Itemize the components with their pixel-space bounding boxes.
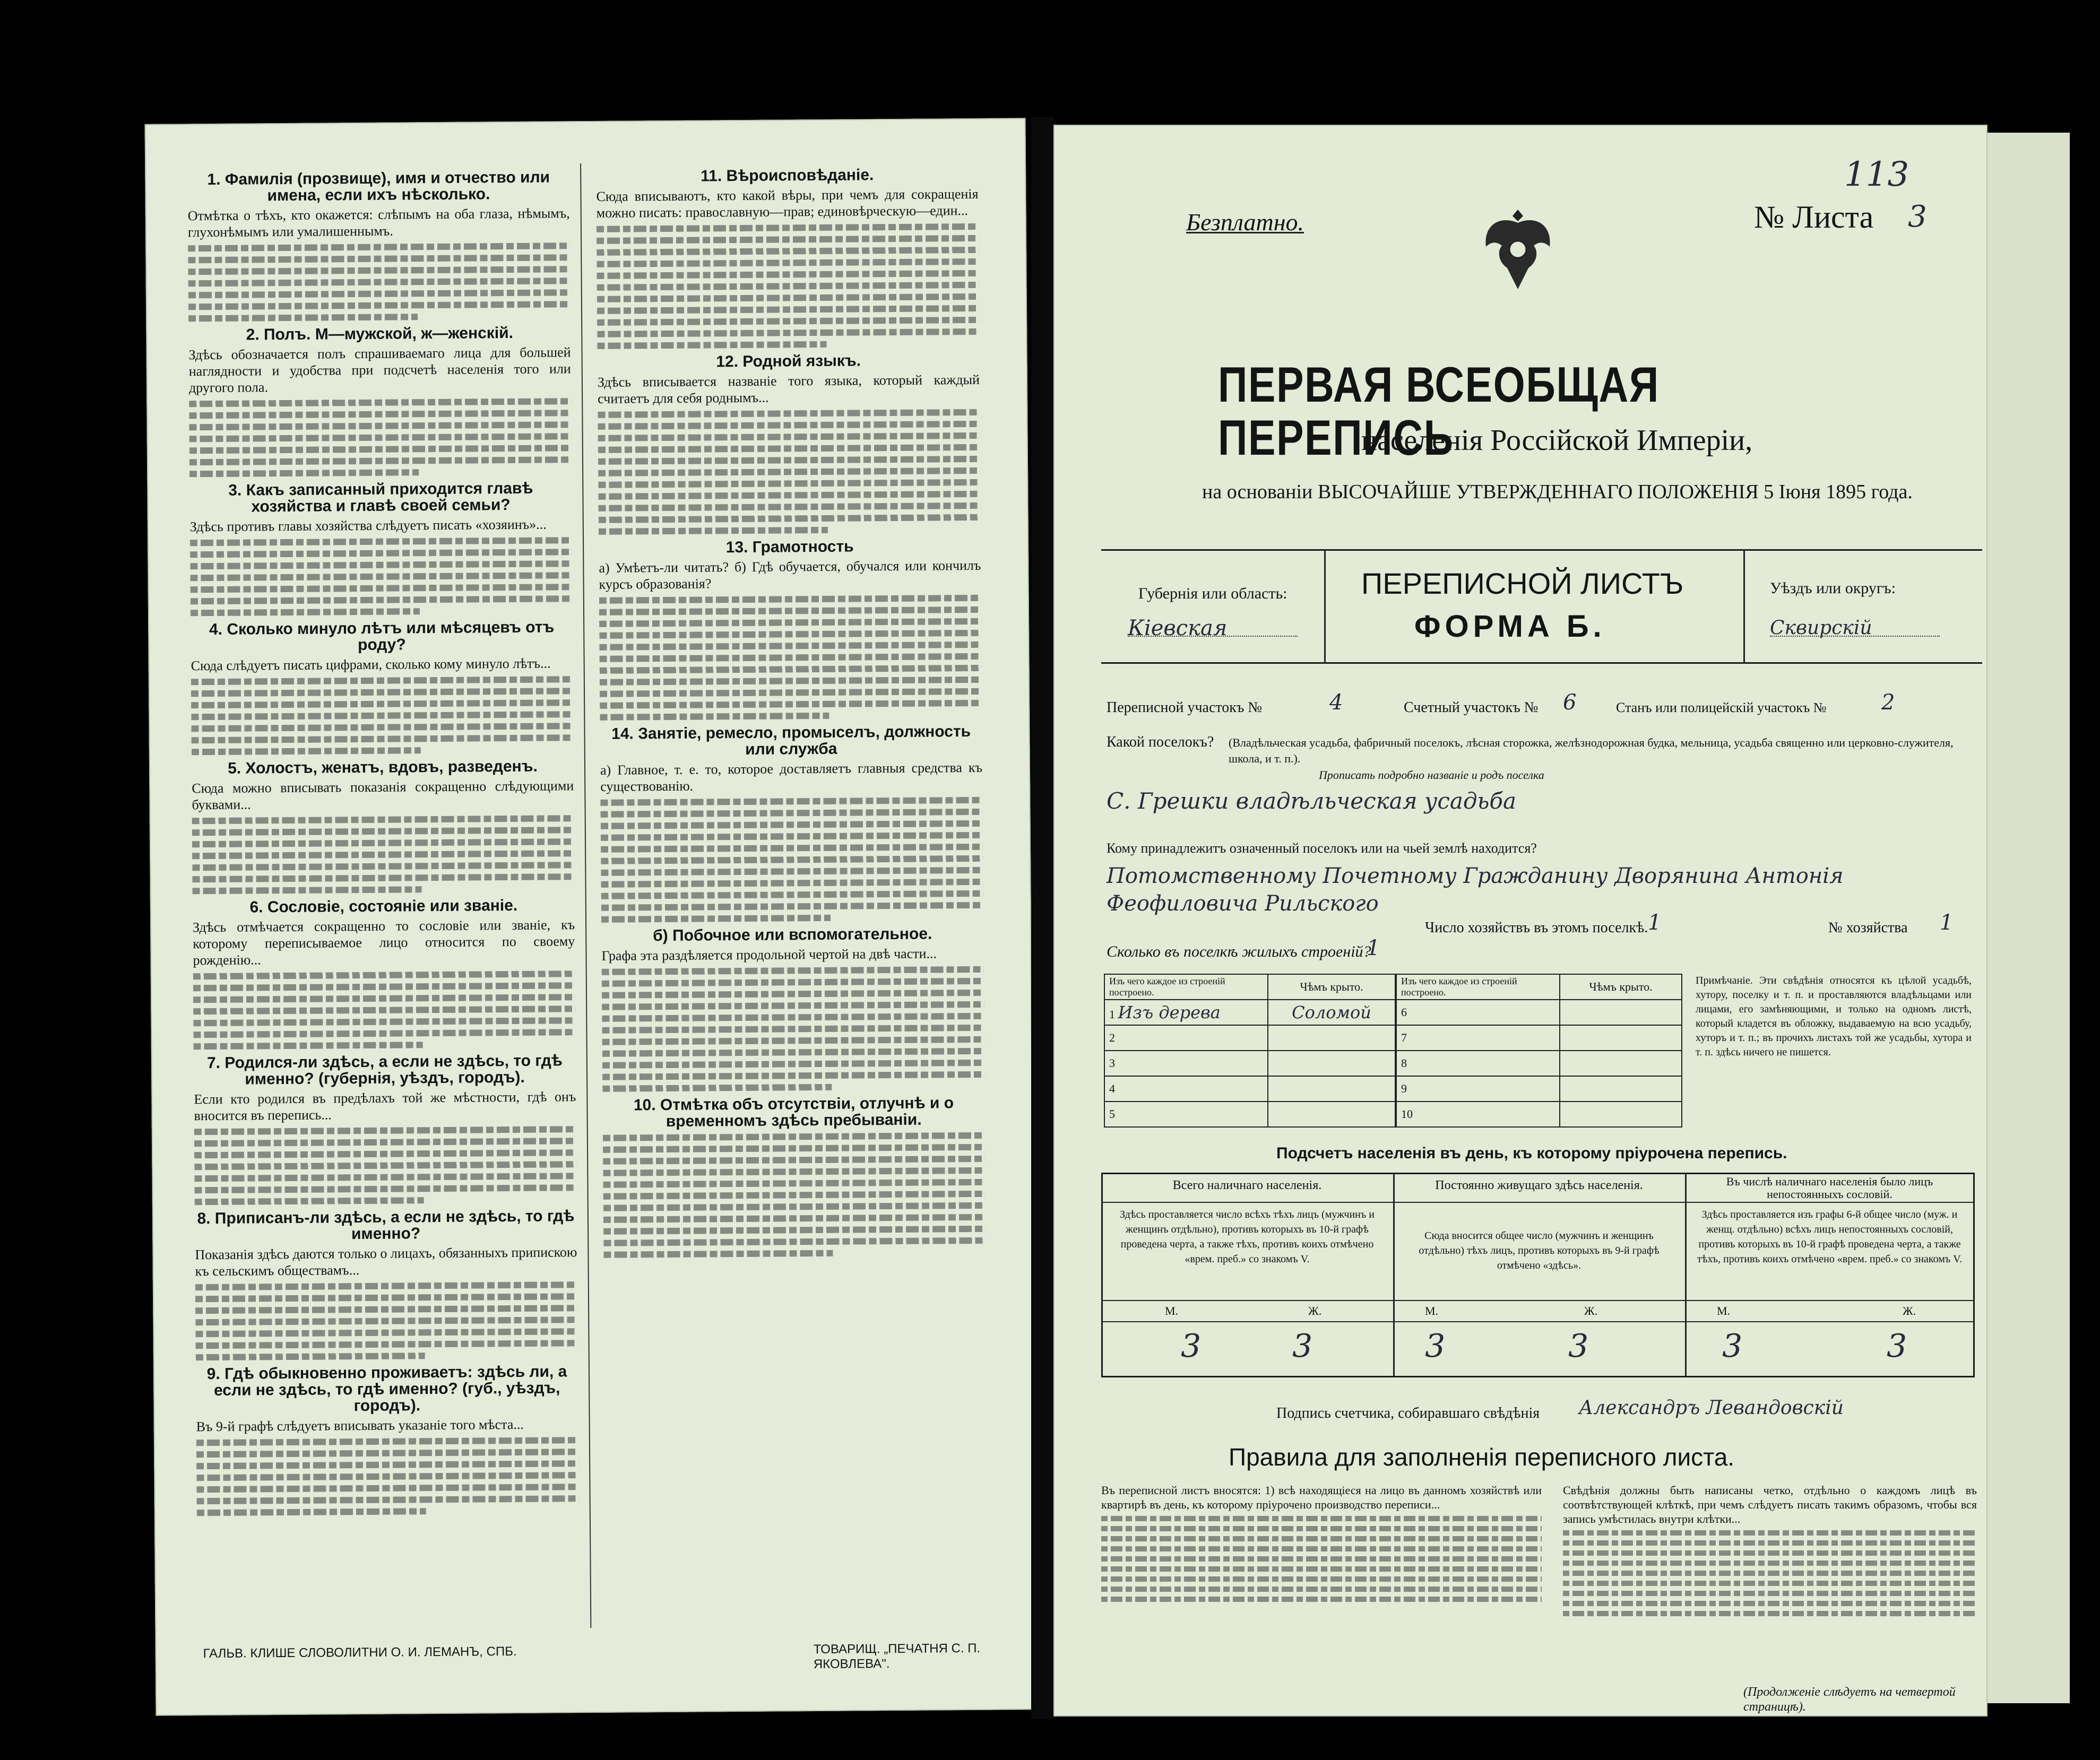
text-line-placeholder <box>192 873 574 882</box>
text-line-placeholder <box>189 410 571 419</box>
section-heading: 3. Какъ записанный приходится главѣ хозяйства и главѣ своей семьи? <box>228 479 533 516</box>
text-line-placeholder <box>1563 1560 1977 1566</box>
footer-left: ГАЛЬВ. КЛИШЕ СЛОВОЛИТНИ О. И. ЛЕМАНЪ, СПБ. <box>203 1644 517 1661</box>
text-line-placeholder <box>1101 1576 1542 1582</box>
zh-label-1: Ж. <box>1308 1304 1322 1317</box>
bt-row-4: 4 <box>1104 1076 1268 1102</box>
bt-roof-1: Соломой <box>1268 1000 1395 1025</box>
text-line-placeholder <box>1563 1611 1977 1616</box>
section-heading: 2. Полъ. М—мужской, ж—женскій. <box>246 324 514 344</box>
bt2-header-material: Изъ чего каждое из строеній построено. <box>1396 974 1560 1000</box>
count-rule <box>1101 1300 1975 1301</box>
text-line-placeholder <box>195 1293 577 1302</box>
build-label: Сколько въ поселкѣ жилыхъ строеній? <box>1107 943 1371 960</box>
count-col3-text: Здѣсь проставляется изъ графы 6-й общее число (муж. и женщ. отдѣльно) всѣхъ лицъ непостоянныхъ сословій, противъ которыхъ въ 10-й графѣ проведена черта, а также тѣхъ, противъ коихъ отмѣчено «врем. преб.» со знакомъ V. <box>1697 1209 1963 1265</box>
text-line-placeholder <box>599 606 981 615</box>
uezd-value: Сквирскій <box>1770 621 1940 637</box>
sheet-number-label: № Листа <box>1754 200 1874 235</box>
text-line-placeholder <box>597 223 979 232</box>
section-text: Въ 9-й графѣ слѣдуетъ вписывать указаніе того мѣста... <box>196 1416 524 1435</box>
hh-no-value: 1 <box>1940 911 1954 935</box>
text-line-placeholder <box>197 1508 426 1516</box>
count-rule <box>1101 1202 1975 1203</box>
text-line-placeholder <box>601 844 983 853</box>
count-col1-text: Здѣсь проставляется число всѣхъ тѣхъ лицъ (мужчинъ и женщинъ отдѣльно), противъ которыхъ въ 10-й графѣ проведена черта, а также тѣхъ, противъ коихъ отмѣчено «врем. преб.» со знакомъ V. <box>1120 1209 1375 1265</box>
text-line-placeholder <box>1563 1591 1977 1596</box>
hh-count-label: Число хозяйствъ въ этомъ поселкѣ. <box>1425 920 1648 936</box>
zh-label-3: Ж. <box>1903 1304 1916 1317</box>
text-line-placeholder <box>603 1202 986 1211</box>
text-line-placeholder <box>600 700 982 709</box>
rules-continued: (Продолженіе слѣдуетъ на четвертой страницѣ). <box>1743 1685 1956 1714</box>
bt2-row-9: 9 <box>1396 1076 1560 1102</box>
text-line-placeholder <box>601 890 983 899</box>
text-line-placeholder <box>599 641 981 651</box>
hh-count-value: 1 <box>1648 911 1662 935</box>
text-line-placeholder <box>196 1460 578 1469</box>
text-line-placeholder <box>601 879 983 888</box>
bt-row-2: 2 <box>1104 1025 1268 1051</box>
text-line-placeholder <box>195 1184 577 1193</box>
text-line-placeholder <box>602 990 984 999</box>
text-line-placeholder <box>603 1191 986 1200</box>
text-line-placeholder <box>191 699 573 708</box>
right-page <box>1053 125 1987 1716</box>
rules-text: Въ переписной листъ вносятся: 1) всѣ находящіеся на лицо въ данномъ хозяйствѣ или квартирѣ въ день, къ которому пріурочено производство переписи... <box>1101 1484 1542 1511</box>
count-value-1: 3 <box>1181 1328 1202 1365</box>
text-line-placeholder <box>1101 1586 1542 1592</box>
uch-label: Переписной участокъ № <box>1107 699 1263 716</box>
m-label-1: М. <box>1165 1304 1179 1317</box>
section-text: Здѣсь вписывается названіе того языка, который каждый считаетъ для себя роднымъ... <box>597 371 980 406</box>
text-line-placeholder <box>597 270 979 279</box>
text-line-placeholder <box>603 1250 833 1258</box>
gub-value: Кіевская <box>1128 621 1298 637</box>
text-line-placeholder <box>598 467 980 476</box>
text-line-placeholder <box>602 1048 984 1057</box>
pos-value: С. Грешки владѣльческая усадьба <box>1107 788 1517 814</box>
text-line-placeholder <box>193 970 575 979</box>
text-line-placeholder <box>599 527 828 535</box>
hh-no-label: № хозяйства <box>1828 920 1908 936</box>
text-line-placeholder <box>192 747 421 755</box>
binding-fold <box>1031 117 1053 1719</box>
text-line-placeholder <box>599 630 981 639</box>
text-line-placeholder <box>603 1144 985 1153</box>
section-heading: 14. Занятіе, ремесло, промыселъ, должность или служба <box>611 722 971 758</box>
frame-divider <box>1743 549 1745 663</box>
pos-label: Какой поселокъ? <box>1107 734 1214 750</box>
text-line-placeholder <box>599 595 981 604</box>
owner-value: Потомственному Почетному Гражданину Дворянина Антонія Феофиловича Рильского <box>1107 864 1844 916</box>
text-line-placeholder <box>192 815 574 824</box>
text-line-placeholder <box>601 855 983 864</box>
text-line-placeholder <box>195 1305 577 1314</box>
text-line-placeholder <box>600 688 982 697</box>
count-divider <box>1393 1173 1395 1377</box>
rules-text: Свѣдѣнія должны быть написаны четко, отдѣльно о каждомъ лицѣ въ соотвѣтствующей клѣткѣ, при чемъ слѣдуетъ писать такимъ образомъ, чтобы вся запись умѣстилась внутри клѣтки... <box>1563 1484 1977 1525</box>
basis-line: на основаніи ВЫСОЧАЙШЕ УТВЕРЖДЕННАГО ПОЛОЖЕНІЯ 5 Іюня 1895 года. <box>1202 481 1913 503</box>
m-label-3: М. <box>1717 1304 1731 1317</box>
text-line-placeholder <box>603 1167 985 1176</box>
section-text: Сюда слѣдуетъ писать цифрами, сколько кому минуло лѣтъ... <box>191 655 551 674</box>
text-line-placeholder <box>192 734 574 743</box>
text-line-placeholder <box>1101 1566 1542 1572</box>
text-line-placeholder <box>603 1179 985 1188</box>
text-line-placeholder <box>600 797 982 806</box>
main-title: ПЕРВАЯ ВСЕОБЩАЯ ПЕРЕПИСЬ <box>1218 357 1660 465</box>
form-title: ФОРМА Б. <box>1414 609 1606 644</box>
text-line-placeholder <box>188 254 570 263</box>
zh-label-2: Ж. <box>1584 1304 1598 1317</box>
text-line-placeholder <box>197 1495 579 1504</box>
text-line-placeholder <box>194 1149 576 1158</box>
section-text: Здѣсь обозначается полъ спрашиваемаго лица для большей наглядности и удобства при подсчетѣ населенія того или другого пола. <box>188 344 571 396</box>
section-heading: б) Побочное или вспомогательное. <box>653 925 932 945</box>
text-line-placeholder <box>1101 1516 1542 1521</box>
text-line-placeholder <box>597 258 979 267</box>
text-line-placeholder <box>603 1237 986 1246</box>
section-text: а) Главное, т. е. то, которое доставляетъ главныя средства къ существованію. <box>600 759 983 794</box>
text-line-placeholder <box>195 1197 424 1205</box>
owner-label: Кому принадлежитъ означенный поселокъ или на чьей землѣ находится? <box>1107 840 1537 856</box>
left-column-2 <box>596 161 986 1263</box>
text-line-placeholder <box>600 665 982 674</box>
text-line-placeholder <box>597 293 979 302</box>
text-line-placeholder <box>191 608 420 616</box>
text-line-placeholder <box>194 1173 576 1182</box>
text-line-placeholder <box>597 317 979 326</box>
text-line-placeholder <box>190 537 572 546</box>
text-line-placeholder <box>600 677 982 686</box>
text-line-placeholder <box>188 278 571 287</box>
bt2-row-6: 6 <box>1396 1000 1560 1025</box>
sch-label: Счетный участокъ № <box>1404 699 1539 716</box>
text-line-placeholder <box>599 514 981 523</box>
section-text: Показанія здѣсь даются только о лицахъ, обязанныхъ припискою къ сельскимъ обществамъ... <box>195 1244 577 1279</box>
text-line-placeholder <box>597 247 979 256</box>
section-text: Здѣсь противъ главы хозяйства слѣдуетъ писать «хозяинъ»... <box>189 516 547 535</box>
section-text: Если кто родился въ предѣлахъ той же мѣстности, гдѣ онъ вносится въ перепись... <box>194 1089 576 1124</box>
rules-title: Правила для заполненія переписного листа. <box>1229 1443 1735 1471</box>
buildings-table-2 <box>1396 974 1682 1128</box>
count-value-2: 3 <box>1292 1328 1313 1365</box>
text-line-placeholder <box>188 289 571 298</box>
text-line-placeholder <box>1101 1526 1542 1531</box>
bt-header-roof: Чѣмъ крыто. <box>1268 974 1395 1000</box>
text-line-placeholder <box>189 445 572 454</box>
left-page <box>145 118 1037 1716</box>
text-line-placeholder <box>602 1084 832 1092</box>
left-column-1 <box>187 163 579 1521</box>
text-line-placeholder <box>191 688 573 697</box>
text-line-placeholder <box>600 653 982 662</box>
count-value-6: 3 <box>1887 1328 1907 1365</box>
text-line-placeholder <box>194 1042 423 1050</box>
text-line-placeholder <box>1563 1581 1977 1586</box>
text-line-placeholder <box>603 1156 985 1165</box>
text-line-placeholder <box>1563 1571 1977 1576</box>
stan-value: 2 <box>1881 690 1895 715</box>
bt2-row-8: 8 <box>1396 1051 1560 1076</box>
sheet-title: ПЕРЕПИСНОЙ ЛИСТЪ <box>1361 567 1684 600</box>
text-line-placeholder <box>598 409 980 418</box>
text-line-placeholder <box>600 713 829 721</box>
subtitle: населенія Россійской Имперіи, <box>1361 424 1753 457</box>
text-line-placeholder <box>194 1126 576 1135</box>
text-line-placeholder <box>1563 1550 1977 1556</box>
text-line-placeholder <box>602 978 984 987</box>
text-line-placeholder <box>602 1001 984 1010</box>
text-line-placeholder <box>190 549 572 558</box>
text-line-placeholder <box>1101 1546 1542 1551</box>
section-heading: 4. Сколько минуло лѣтъ или мѣсяцевъ отъ роду? <box>209 618 555 654</box>
text-line-placeholder <box>192 862 574 871</box>
text-line-placeholder <box>188 301 571 310</box>
buildings-note: Примѣчаніе. Эти свѣдѣнія относятся къ цѣлой усадьбѣ, хутору, поселку и т. п. и проставляются владѣльцами или лицами, его замѣняющими, и только на одномъ листѣ, который кладется въ обложку, выдаваемую на всю усадьбу, хуторъ и т. п.; въ прочихъ листахъ той же усадьбы, хутора и т. п. здѣсь ничего не пишется. <box>1696 975 1972 1058</box>
text-line-placeholder <box>603 1226 986 1235</box>
text-line-placeholder <box>189 398 571 407</box>
text-line-placeholder <box>188 266 570 275</box>
section-heading: 13. Грамотность <box>725 537 854 557</box>
text-line-placeholder <box>1101 1556 1542 1562</box>
text-line-placeholder <box>196 1484 578 1493</box>
text-line-placeholder <box>602 1025 984 1034</box>
bt2-row-7: 7 <box>1396 1025 1560 1051</box>
pos-hint-2: Прописать подробно названіе и родъ поселка <box>1319 768 1544 782</box>
eagle-emblem-icon <box>1478 204 1558 294</box>
text-line-placeholder <box>601 915 831 923</box>
uch-value: 4 <box>1329 690 1343 715</box>
text-line-placeholder <box>602 966 984 975</box>
text-line-placeholder <box>597 282 979 291</box>
text-line-placeholder <box>193 982 575 991</box>
text-line-placeholder <box>603 1132 985 1141</box>
sign-label: Подпись счетчика, собиравшаго свѣдѣнія <box>1276 1405 1540 1421</box>
text-line-placeholder <box>191 723 573 732</box>
text-line-placeholder <box>598 432 980 441</box>
text-line-placeholder <box>1563 1540 1977 1546</box>
text-line-placeholder <box>195 1316 577 1325</box>
section-heading: 11. Вѣроисповѣданіе. <box>701 166 874 185</box>
rules-left-column <box>1101 1483 1542 1607</box>
text-line-placeholder <box>196 1437 578 1446</box>
pos-hint: (Владѣльческая усадьба, фабричный поселокъ, лѣсная сторожка, желѣзнодорожная будка, мельница, усадьба священно или церковно-служителя, школа, и т. п.). <box>1229 736 1954 765</box>
buildings-table-1 <box>1104 974 1396 1128</box>
uezd-label: Уѣздъ или округъ: <box>1770 579 1896 597</box>
text-line-placeholder <box>193 1005 575 1015</box>
bt-material-1: Изъ дерева <box>1118 1002 1221 1022</box>
count-value-5: 3 <box>1722 1328 1743 1365</box>
text-line-placeholder <box>601 832 983 841</box>
count-table <box>1101 1173 1975 1377</box>
text-line-placeholder <box>598 491 980 500</box>
text-line-placeholder <box>602 1036 984 1045</box>
text-line-placeholder <box>1563 1530 1977 1536</box>
text-line-placeholder <box>597 341 826 349</box>
text-line-placeholder <box>599 502 981 511</box>
count-value-3: 3 <box>1425 1328 1446 1365</box>
text-line-placeholder <box>598 444 980 453</box>
footer-right: ТОВАРИЩ. „ПЕЧАТНЯ С. П. ЯКОВЛЕВА". <box>813 1641 981 1672</box>
text-line-placeholder <box>189 421 571 430</box>
section-heading: 12. Родной языкъ. <box>716 352 861 371</box>
text-line-placeholder <box>598 421 980 430</box>
text-line-placeholder <box>1101 1597 1542 1602</box>
text-line-placeholder <box>193 994 575 1003</box>
text-line-placeholder <box>603 1214 986 1223</box>
corner-number: 113 <box>1844 155 1909 194</box>
bt2-header-roof: Чѣмъ крыто. <box>1560 974 1682 1000</box>
text-line-placeholder <box>1563 1601 1977 1606</box>
text-line-placeholder <box>194 1138 576 1147</box>
text-line-placeholder <box>601 867 983 876</box>
bt2-row-10: 10 <box>1396 1102 1560 1127</box>
frame-divider <box>1324 549 1326 663</box>
count-col2-text: Сюда вносится общее число (мужчинъ и женщинъ отдѣльно) тѣхъ лицъ, противъ которыхъ въ 9-й графѣ отмѣчено «здѣсь». <box>1419 1230 1660 1271</box>
text-line-placeholder <box>601 820 983 829</box>
text-line-placeholder <box>195 1328 577 1337</box>
text-line-placeholder <box>194 1161 576 1170</box>
text-line-placeholder <box>602 1071 984 1080</box>
count-value-4: 3 <box>1568 1328 1589 1365</box>
section-heading: 6. Сословіе, состояніе или званіе. <box>249 896 518 916</box>
text-line-placeholder <box>597 235 979 244</box>
bt-row-5: 5 <box>1104 1102 1268 1127</box>
count-divider <box>1685 1173 1687 1377</box>
text-line-placeholder <box>188 242 570 252</box>
section-text: Здѣсь отмѣчается сокращенно то сословіе или званіе, къ которому переписываемое лицо относится по своему рожденію... <box>193 917 575 968</box>
build-value: 1 <box>1367 936 1380 960</box>
column-divider <box>580 163 591 1628</box>
section-text: Сюда можно вписывать показанія сокращенно слѣдующими буквами... <box>192 778 574 813</box>
text-line-placeholder <box>597 328 979 337</box>
count-col2-title: Постоянно живущаго здѣсь населенія. <box>1435 1178 1643 1192</box>
section-text: Графа эта раздѣляется продольной чертой на двѣ части... <box>601 946 937 964</box>
free-label: Безплатно. <box>1186 209 1304 236</box>
text-line-placeholder <box>196 1340 578 1349</box>
text-line-placeholder <box>196 1472 578 1481</box>
bt-row-3: 3 <box>1104 1051 1268 1076</box>
text-line-placeholder <box>191 595 573 604</box>
text-line-placeholder <box>192 827 574 836</box>
section-text: Отмѣтка о тѣхъ, кто окажется: слѣпымъ на оба глаза, нѣмымъ, глухонѣмымъ или умалишеннымъ. <box>187 205 570 240</box>
text-line-placeholder <box>193 1017 575 1026</box>
section-heading: 9. Гдѣ обыкновенно проживаетъ: здѣсь ли, а если не здѣсь, то гдѣ именно? (губ., уѣздъ, городъ). <box>206 1363 567 1415</box>
count-title: Подсчетъ населенія въ день, къ которому пріурочена перепись. <box>1276 1145 1787 1162</box>
text-line-placeholder <box>597 305 979 314</box>
count-rule <box>1101 1321 1975 1322</box>
rules-right-column <box>1563 1483 1977 1621</box>
text-line-placeholder <box>188 314 418 322</box>
text-line-placeholder <box>602 1013 984 1022</box>
sign-value: Александръ Левандовскій <box>1579 1397 1844 1419</box>
text-line-placeholder <box>601 809 983 818</box>
sheet-number-value: 3 <box>1908 200 1927 234</box>
text-line-placeholder <box>190 560 572 569</box>
section-heading: 5. Холостъ, женатъ, вдовъ, разведенъ. <box>228 757 538 777</box>
section-heading: 7. Родился-ли здѣсь, а если не здѣсь, то гдѣ именно? (губернія, уѣздъ, городъ). <box>206 1052 563 1088</box>
sch-value: 6 <box>1563 690 1577 715</box>
text-line-placeholder <box>599 618 981 627</box>
text-line-placeholder <box>191 676 573 685</box>
gub-label: Губернія или область: <box>1138 585 1287 602</box>
text-line-placeholder <box>189 456 572 465</box>
section-text: Сюда вписываютъ, кто какой вѣры, при чемъ для сокращенія можно писать: православную—прав; единовѣрческую—един... <box>596 186 979 221</box>
text-line-placeholder <box>189 433 572 442</box>
count-col3-title: Въ числѣ наличнаго населенія было лицъ непостоянныхъ сословій. <box>1726 1175 1933 1201</box>
bt-header-material: Изъ чего каждое из строеній построено. <box>1104 974 1268 1000</box>
text-line-placeholder <box>196 1449 578 1458</box>
text-line-placeholder <box>192 838 574 847</box>
text-line-placeholder <box>602 1060 984 1069</box>
section-heading: 10. Отмѣтка объ отсутствіи, отлучнѣ и о временномъ здѣсь пребываніи. <box>633 1094 954 1131</box>
text-line-placeholder <box>598 479 980 488</box>
text-line-placeholder <box>191 711 573 720</box>
text-line-placeholder <box>193 886 422 894</box>
section-heading: 8. Приписанъ-ли здѣсь, а если не здѣсь, то гдѣ именно? <box>197 1207 575 1243</box>
text-line-placeholder <box>191 584 573 593</box>
section-text: а) Умѣетъ-ли читать? б) Гдѣ обучается, обучался или кончилъ курсъ образованія? <box>599 557 981 592</box>
stan-label: Станъ или полицейскій участокъ № <box>1616 700 1827 715</box>
text-line-placeholder <box>601 902 983 911</box>
text-line-placeholder <box>189 469 419 477</box>
text-line-placeholder <box>1101 1536 1542 1541</box>
count-col1-title: Всего наличнаго населенія. <box>1172 1178 1322 1192</box>
text-line-placeholder <box>193 1029 575 1038</box>
text-line-placeholder <box>598 456 980 465</box>
text-line-placeholder <box>192 850 574 859</box>
text-line-placeholder <box>190 572 572 581</box>
m-label-2: М. <box>1425 1304 1439 1317</box>
text-line-placeholder <box>195 1281 577 1290</box>
section-heading: 1. Фамилія (прозвище), имя и отчество или имена, если ихъ нѣсколько. <box>207 168 550 205</box>
text-line-placeholder <box>196 1352 425 1360</box>
bt-row-1: 1 Изъ дерева <box>1104 1000 1268 1025</box>
